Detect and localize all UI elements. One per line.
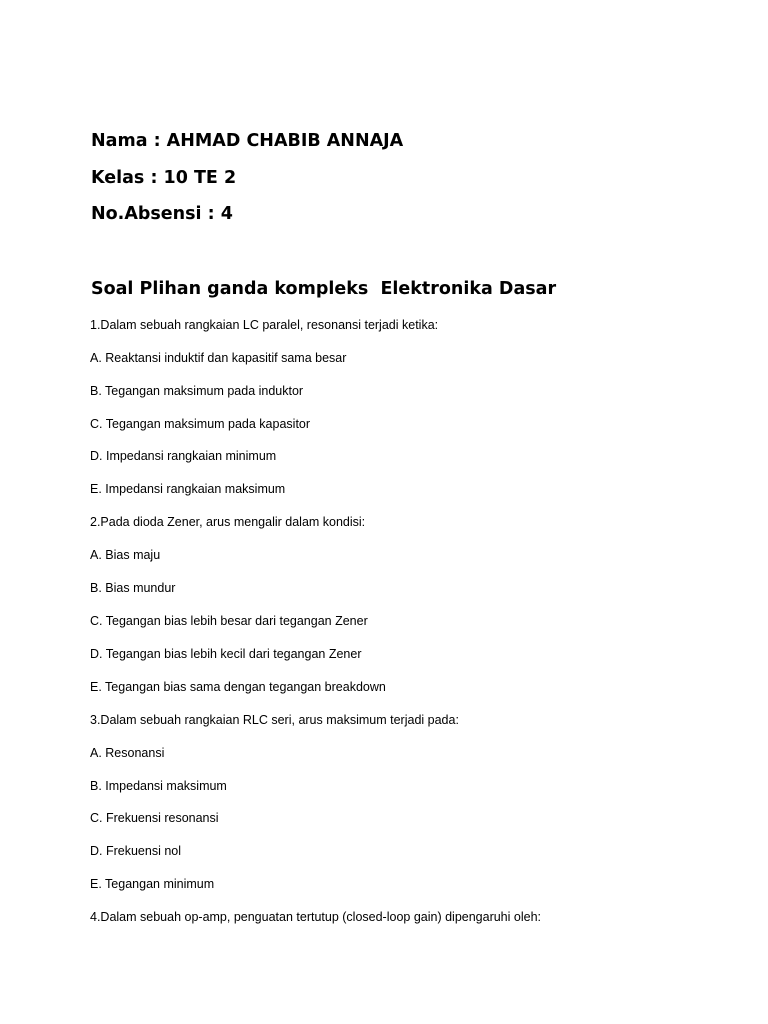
q1-option-a: A. Reaktansi induktif dan kapasitif sama besar [90, 351, 347, 365]
question-2: 2.Pada dioda Zener, arus mengalir dalam kondisi: [90, 515, 366, 529]
document-title: Soal Plihan ganda kompleks Elektronika Dasar [91, 279, 557, 299]
q2-option-c: C. Tegangan bias lebih besar dari tegangan Zener [90, 614, 368, 628]
student-attendance-number: No.Absensi : 4 [91, 204, 233, 224]
q1-option-b: B. Tegangan maksimum pada induktor [90, 384, 304, 398]
q1-option-e: E. Impedansi rangkaian maksimum [90, 482, 286, 496]
q3-option-d: D. Frekuensi nol [90, 844, 182, 858]
student-class: Kelas : 10 TE 2 [91, 168, 237, 188]
q2-option-a: A. Bias maju [90, 548, 161, 562]
q1-option-c: C. Tegangan maksimum pada kapasitor [90, 417, 311, 431]
q3-option-a: A. Resonansi [90, 746, 165, 760]
question-3: 3.Dalam sebuah rangkaian RLC seri, arus maksimum terjadi pada: [90, 713, 459, 727]
student-name: Nama : AHMAD CHABIB ANNAJA [91, 131, 404, 151]
question-4: 4.Dalam sebuah op-amp, penguatan tertutup (closed-loop gain) dipengaruhi oleh: [90, 910, 541, 924]
q2-option-d: D. Tegangan bias lebih kecil dari tegangan Zener [90, 647, 362, 661]
q3-option-e: E. Tegangan minimum [90, 877, 215, 891]
q3-option-c: C. Frekuensi resonansi [90, 811, 219, 825]
question-1: 1.Dalam sebuah rangkaian LC paralel, resonansi terjadi ketika: [90, 318, 439, 332]
q2-option-b: B. Bias mundur [90, 581, 176, 595]
q2-option-e: E. Tegangan bias sama dengan tegangan breakdown [90, 680, 386, 694]
q3-option-b: B. Impedansi maksimum [90, 779, 227, 793]
q1-option-d: D. Impedansi rangkaian minimum [90, 449, 277, 463]
